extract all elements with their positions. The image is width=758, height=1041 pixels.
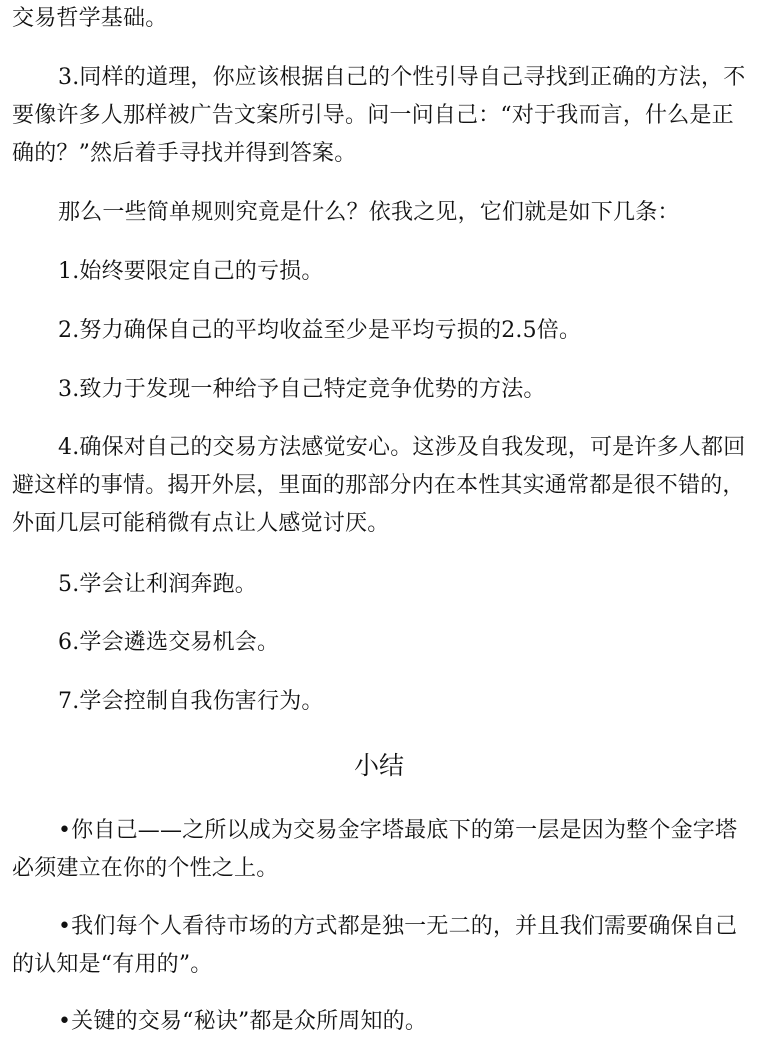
summary-heading: 小结 [353,751,404,780]
rule-2: 2.努力确保自己的平均收益至少是平均亏损的2.5倍。 [58,318,582,343]
rule-4: 4.确保对自己的交易方法感觉安心。这涉及自我发现，可是许多人都回避这样的事情。揭开外层，里面的那部分内在本性其实通常都是很不错的，外面几层可能稍微有点让人感觉讨厌。 [12,435,746,536]
rule-6: 6.学会遴选交易机会。 [58,630,280,655]
summary-bullet-1: •你自己——之所以成为交易金字塔最底下的第一层是因为整个金字塔必须建立在你的个性之上。 [12,818,738,881]
paragraph-rules-intro: 那么一些简单规则究竟是什么？依我之见，它们就是如下几条： [58,200,680,225]
rule-7: 7.学会控制自我伤害行为。 [58,689,324,714]
rule-5: 5.学会让利润奔跑。 [58,572,257,597]
summary-bullet-3: •关键的交易“秘诀”都是众所周知的。 [58,1009,428,1034]
rule-1: 1.始终要限定自己的亏损。 [58,259,324,284]
paragraph-3-method: 3.同样的道理，你应该根据自己的个性引导自己寻找到正确的方法，不要像许多人那样被广告文案所引导。问一问自己：“对于我而言，什么是正确的？”然后着手寻找并得到答案。 [12,65,746,166]
summary-bullet-2: •我们每个人看待市场的方式都是独一无二的，并且我们需要确保自己的认知是“有用的”。 [12,914,738,977]
top-fragment: 交易哲学基础。 [12,6,168,31]
rule-3: 3.致力于发现一种给予自己特定竞争优势的方法。 [58,377,546,402]
